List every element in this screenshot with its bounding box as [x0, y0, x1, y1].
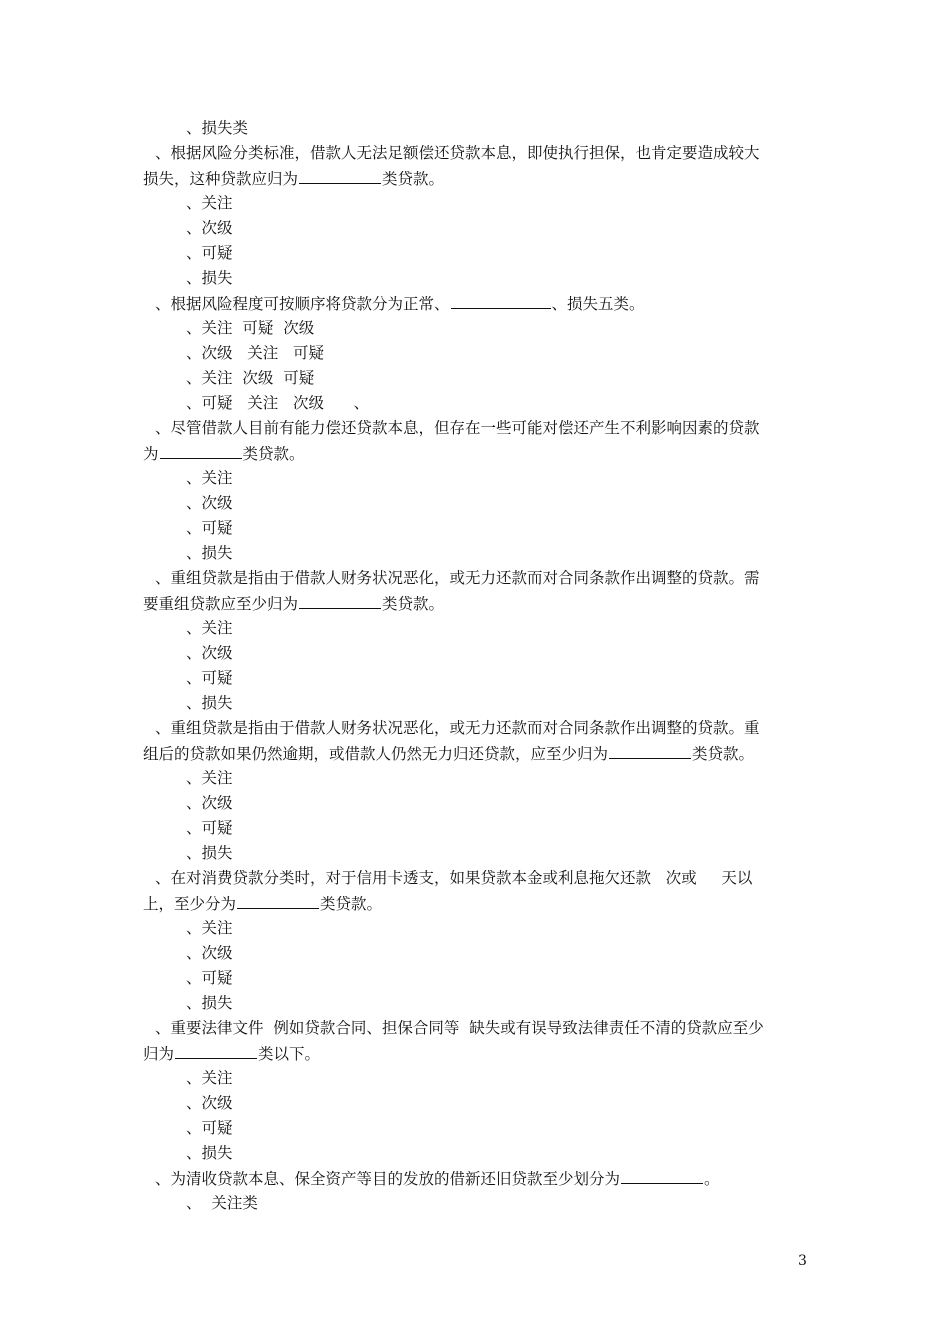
question-fragment: 类贷款。: [382, 170, 445, 188]
question-text: [143, 716, 813, 741]
answer-option: 、损失: [186, 994, 233, 1012]
question-text: [143, 141, 813, 166]
question-fragment: 类贷款。: [692, 745, 755, 763]
fill-in-blank: [621, 1166, 703, 1184]
question-fragment: 类贷款。: [320, 895, 383, 913]
question-fragment: 、根据风险程度可按顺序将贷款分为正常、: [155, 295, 450, 313]
answer-option: 、可疑: [186, 244, 233, 262]
fill-in-blank: [175, 1041, 257, 1059]
question-text: [143, 1016, 813, 1041]
question-fragment: 、重要法律文件 例如贷款合同、担保合同等 缺失或有误导致法律责任不清的贷款应至少: [155, 1019, 764, 1037]
question-fragment: 类以下。: [258, 1045, 321, 1063]
answer-option: 、损失: [186, 269, 233, 287]
question-fragment: 、在对消费贷款分类时，对于信用卡透支，如果贷款本金或利息拖欠还款 次或 天以: [155, 869, 753, 887]
question-list: [143, 116, 813, 1216]
question-fragment: 类贷款。: [242, 445, 305, 463]
question-text: [143, 566, 813, 591]
question-fragment: 类贷款。: [382, 595, 445, 613]
answer-option: 、关注: [186, 1069, 233, 1087]
answer-option: 、次级: [186, 219, 233, 237]
answer-option: 、关注: [186, 194, 233, 212]
question-fragment: 为: [143, 445, 159, 463]
question-fragment: 组后的贷款如果仍然逾期，或借款人仍然无力归还贷款，应至少归为: [143, 745, 609, 763]
question-text: [143, 866, 813, 891]
answer-option: 、次级: [186, 944, 233, 962]
question-text-continued: [143, 166, 813, 191]
question-fragment: 、重组贷款是指由于借款人财务状况恶化，或无力还款而对合同条款作出调整的贷款。需: [155, 569, 760, 587]
question-fragment: 损失，这种贷款应归为: [143, 170, 299, 188]
answer-option: 、关注: [186, 619, 233, 637]
question-fragment: 上，至少分为: [143, 895, 237, 913]
question-fragment: 。: [704, 1170, 720, 1188]
answer-option: 、 关注类: [186, 1194, 258, 1212]
answer-option: 、次级: [186, 1094, 233, 1112]
question-text: [143, 416, 813, 441]
question-text: [143, 1166, 813, 1191]
answer-option: 、可疑: [186, 1119, 233, 1137]
question-text: [143, 291, 813, 316]
question-fragment: 、重组贷款是指由于借款人财务状况恶化，或无力还款而对合同条款作出调整的贷款。重: [155, 719, 760, 737]
question-fragment: 、尽管借款人目前有能力偿还贷款本息，但存在一些可能对偿还产生不利影响因素的贷款: [155, 419, 760, 437]
question-text-continued: [143, 741, 813, 766]
answer-option: 、次级: [186, 794, 233, 812]
fill-in-blank: [451, 291, 551, 309]
page-number: 3: [798, 1253, 807, 1269]
question-fragment: 、为清收贷款本息、保全资产等目的发放的借新还旧贷款至少划分为: [155, 1170, 621, 1188]
answer-option: 、关注: [186, 919, 233, 937]
question-fragment: 、根据风险分类标准，借款人无法足额偿还贷款本息，即使执行担保，也肯定要造成较大: [155, 144, 760, 162]
answer-option: 、关注 可疑 次级: [186, 319, 315, 337]
fill-in-blank: [299, 166, 381, 184]
fill-in-blank: [160, 441, 242, 459]
answer-option: 、关注: [186, 469, 233, 487]
question-fragment: 归为: [143, 1045, 175, 1063]
answer-option: 、损失: [186, 694, 233, 712]
question-text-continued: [143, 591, 813, 616]
answer-option: 、损失: [186, 844, 233, 862]
fill-in-blank: [299, 591, 381, 609]
answer-option: 、损失类: [186, 119, 249, 137]
answer-option: 、可疑 关注 次级 、: [186, 394, 370, 412]
answer-option: 、可疑: [186, 969, 233, 987]
question-text-continued: [143, 441, 813, 466]
answer-option: 、可疑: [186, 519, 233, 537]
answer-option: 、损失: [186, 544, 233, 562]
question-fragment: 要重组贷款应至少归为: [143, 595, 299, 613]
question-fragment: 、损失五类。: [551, 295, 645, 313]
answer-option: 、关注: [186, 769, 233, 787]
question-text-continued: [143, 1041, 813, 1066]
answer-option: 、可疑: [186, 819, 233, 837]
answer-option: 、次级: [186, 644, 233, 662]
answer-option: 、损失: [186, 1144, 233, 1162]
answer-option: 、可疑: [186, 669, 233, 687]
fill-in-blank: [609, 741, 691, 759]
question-text-continued: [143, 891, 813, 916]
answer-option: 、关注 次级 可疑: [186, 369, 315, 387]
answer-option: 、次级 关注 可疑: [186, 344, 325, 362]
fill-in-blank: [237, 891, 319, 909]
answer-option: 、次级: [186, 494, 233, 512]
